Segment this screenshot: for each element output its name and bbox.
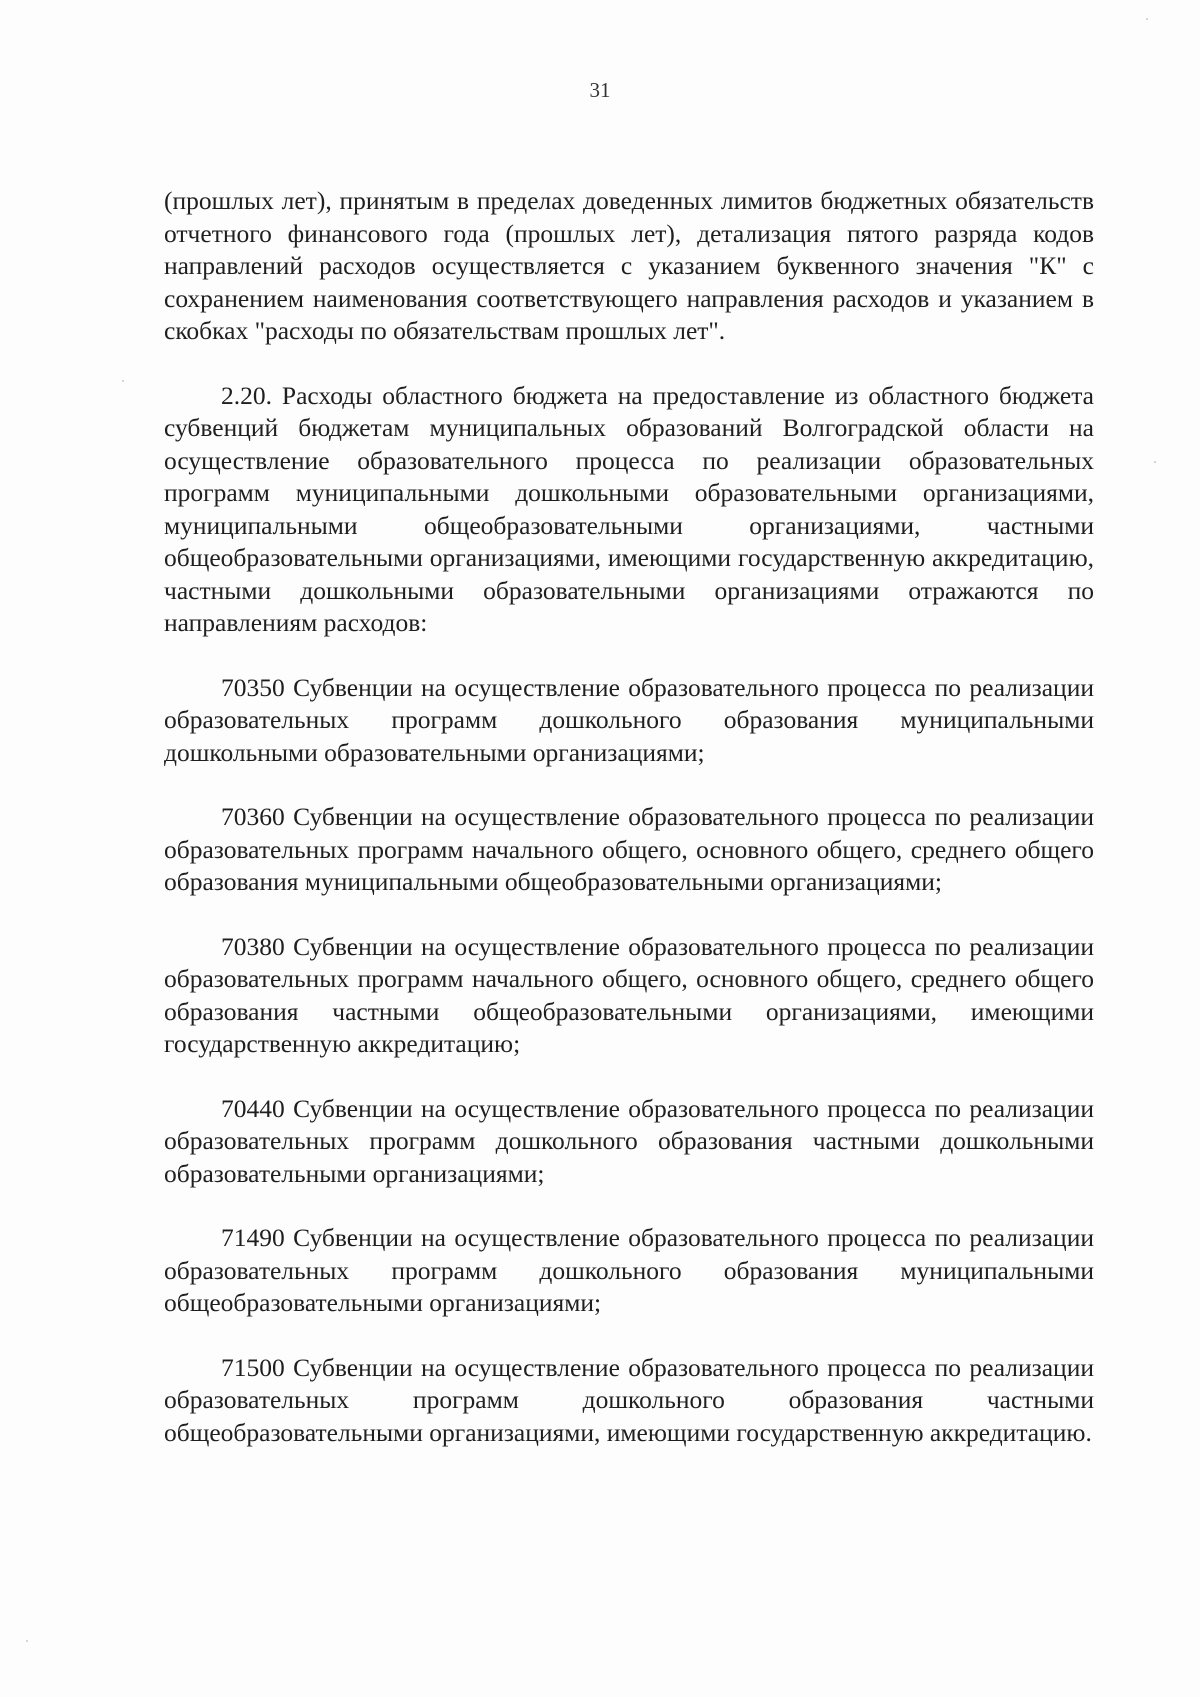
page-number: 31 (589, 78, 611, 102)
paragraph-code-70440: 70440 Субвенции на осуществление образовательного процесса по реализации образовательных программ дошкольного образования частными дошкольными образовательными организациями; (164, 1093, 1094, 1188)
paragraph-section-2-20: 2.20. Расходы областного бюджета на предоставление из областного бюджета субвенций бюджетам муниципальных образований Волгоградской области на осуществление образовательного процесса по реализации образовательных программ муниципальными дошкольными образовательными организациями, муниципальными общеобразовательными организациями, частными общеобразовательными организациями, имеющими государственную аккредитацию, частными дошкольными образовательными организациями отражаются по направлениям расходов: (164, 380, 1094, 637)
document-body (164, 185, 1094, 1449)
scan-speck (1154, 461, 1156, 463)
scan-speck (26, 1640, 28, 1642)
scan-speck (1146, 18, 1148, 20)
scan-speck (122, 380, 124, 382)
paragraph-code-70360: 70360 Субвенции на осуществление образовательного процесса по реализации образовательных программ начального общего, основного общего, среднего общего образования муниципальными общеобразовательными организациями; (164, 802, 1094, 896)
paragraph-code-70350: 70350 Субвенции на осуществление образовательного процесса по реализации образовательных программ дошкольного образования муниципальными дошкольными образовательными организациями; (164, 672, 1094, 767)
paragraph-code-71500: 71500 Субвенции на осуществление образовательного процесса по реализации образовательных программ дошкольного образования частными общеобразовательными организациями, имеющими государственную аккредитацию. (164, 1352, 1094, 1447)
paragraph-continuation: (прошлых лет), принятым в пределах доведенных лимитов бюджетных обязательств отчетного финансового года (прошлых лет), детализация пятого разряда кодов направлений расходов осуществляется с указанием буквенного значения "К" с сохранением наименования соответствующего направления расходов и указанием в скобках "расходы по обязательствам прошлых лет". (164, 186, 1094, 345)
paragraph-code-71490: 71490 Субвенции на осуществление образовательного процесса по реализации образовательных программ дошкольного образования муниципальными общеобразовательными организациями; (164, 1223, 1094, 1317)
paragraph-code-70380: 70380 Субвенции на осуществление образовательного процесса по реализации образовательных программ начального общего, основного общего, среднего общего образования частными общеобразовательными организациями, имеющими государственную аккредитацию; (164, 931, 1094, 1058)
